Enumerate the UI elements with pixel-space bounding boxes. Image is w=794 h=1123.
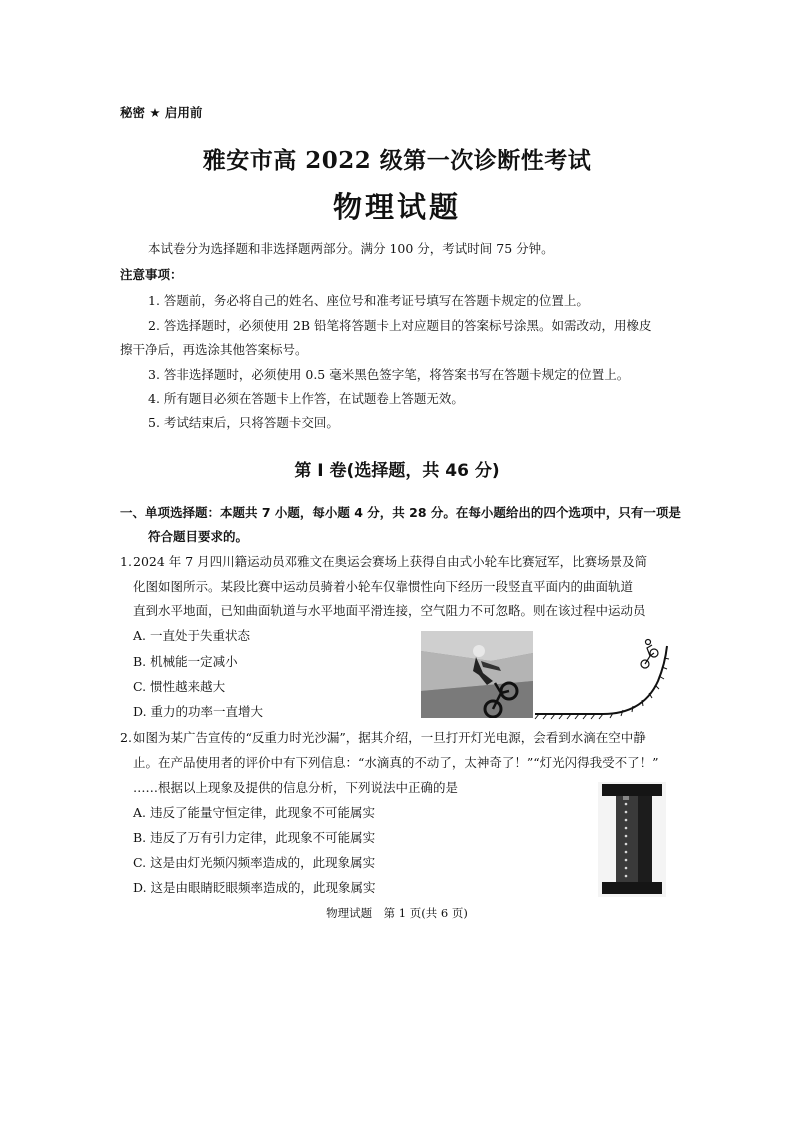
question-number: 2.: [120, 730, 132, 745]
question-text-line: 2024 年 7 月四川籍运动员邓雅文在奥运会赛场上获得自由式小轮车比赛冠军，比赛场景及简: [133, 554, 648, 569]
option-c: C. 惯性越来越大: [133, 679, 226, 694]
exam-summary: 本试卷分为选择题和非选择题两部分。满分 100 分，考试时间 75 分钟。: [148, 241, 554, 256]
part-heading: 一、单项选择题：本题共 7 小题，每小题 4 分，共 28 分。在每小题给出的四个选项中，只有一项是: [120, 505, 681, 520]
anti-gravity-hourglass-photo: [598, 782, 666, 897]
notice-title: 注意事项：: [120, 267, 183, 282]
page-footer: 物理试题 第 1 页(共 6 页): [326, 906, 468, 920]
question-text-line: 直到水平地面，已知曲面轨道与水平地面平滑连接，空气阻力不可忽略。则在该过程中运动员: [133, 603, 646, 618]
notice-item: 3. 答非选择题时，必须使用 0.5 毫米黑色签字笔，将答案书写在答题卡规定的位置上。: [148, 367, 630, 382]
question-text-line: 如图为某广告宣传的“反重力时光沙漏”，据其介绍，一旦打开灯光电源，会看到水滴在空中静: [133, 730, 646, 745]
section-title: 第 Ⅰ 卷(选择题，共 46 分): [294, 461, 500, 481]
question-text-line: ……根据以上现象及提供的信息分析，下列说法中正确的是: [133, 780, 459, 795]
option-c: C. 这是由灯光频闪频率造成的，此现象属实: [133, 855, 376, 870]
rider-sketch-icon: [641, 640, 658, 669]
option-d: D. 这是由眼睛眨眼频率造成的，此现象属实: [133, 880, 376, 895]
option-b: B. 机械能一定减小: [133, 654, 238, 669]
exam-title: 雅安市高 2022 级第一次诊断性考试: [202, 147, 592, 174]
option-a: A. 违反了能量守恒定律，此现象不可能属实: [133, 805, 375, 820]
subject-title: 物理试题: [332, 190, 461, 224]
option-d: D. 重力的功率一直增大: [133, 704, 264, 719]
confidential-label: 秘密 ★ 启用前: [120, 105, 203, 120]
question-text-line: 止。在产品使用者的评价中有下列信息：“水滴真的不动了，太神奇了！”“灯光闪得我受不了！”: [133, 755, 659, 770]
notice-item: 4. 所有题目必须在答题卡上作答，在试题卷上答题无效。: [148, 391, 464, 406]
notice-item-continued: 擦干净后，再选涂其他答案标号。: [120, 342, 308, 357]
question-text-line: 化图如图所示。某段比赛中运动员骑着小轮车仅靠惯性向下经历一段竖直平面内的曲面轨道: [133, 579, 634, 594]
question-number: 1.: [120, 554, 132, 569]
notice-item: 2. 答选择题时，必须使用 2B 铅笔将答题卡上对应题目的答案标号涂黑。如需改动，用橡皮: [148, 318, 652, 333]
curved-track-diagram: [533, 636, 671, 720]
option-b: B. 违反了万有引力定律，此现象不可能属实: [133, 830, 376, 845]
part-heading-continued: 符合题目要求的。: [148, 529, 249, 544]
bmx-rider-photo: [421, 631, 533, 718]
notice-item: 5. 考试结束后，只将答题卡交回。: [148, 415, 339, 430]
option-a: A. 一直处于失重状态: [133, 628, 250, 643]
notice-item: 1. 答题前，务必将自己的姓名、座位号和准考证号填写在答题卡规定的位置上。: [148, 293, 589, 308]
